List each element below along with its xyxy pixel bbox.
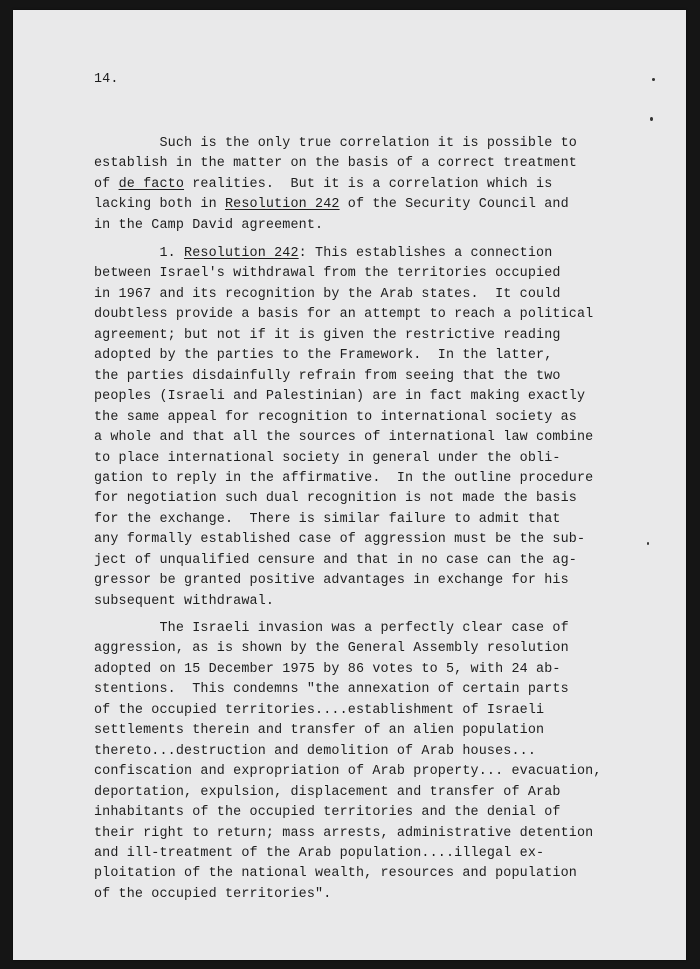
text-line: lacking both in Resolution 242 of the Security Council and [94, 197, 569, 213]
text-line: The Israeli invasion was a perfectly clear case of [94, 621, 569, 636]
text-line: any formally established case of aggression must be the sub- [94, 532, 586, 548]
text-line: of the occupied territories....establishment of Israeli [94, 702, 545, 718]
document-page [13, 10, 686, 960]
text-line: establish in the matter on the basis of a correct treatment [94, 156, 577, 172]
paper-speck [652, 78, 655, 81]
text-line: between Israel's withdrawal from the territories occupied [94, 266, 561, 282]
text-line: gation to reply in the affirmative. In the outline procedure [94, 470, 594, 486]
text-line: and ill-treatment of the Arab population....illegal ex- [94, 845, 545, 861]
text-line: agreement; but not if it is given the restrictive reading [94, 327, 561, 343]
text-line: doubtless provide a basis for an attempt to reach a political [94, 307, 594, 323]
paper-speck [650, 117, 653, 121]
text-line: ject of unqualified censure and that in no case can the ag- [94, 552, 577, 568]
text-line: their right to return; mass arrests, administrative detention [94, 825, 594, 841]
text-line: adopted on 15 December 1975 by 86 votes to 5, with 24 ab- [94, 661, 561, 677]
text-line: of de facto realities. But it is a correlation which is [94, 176, 553, 192]
paper-speck [647, 542, 649, 545]
text-line: subsequent withdrawal. [94, 593, 275, 609]
text-line: for the exchange. There is similar failure to admit that [94, 511, 561, 527]
text-line: gressor be granted positive advantages in exchange for his [94, 573, 569, 589]
text-line: peoples (Israeli and Palestinian) are in fact making exactly [94, 389, 586, 405]
text-line: in the Camp David agreement. [94, 217, 324, 233]
text-line: the same appeal for recognition to international society as [94, 409, 577, 425]
text-line: Such is the only true correlation it is possible to [94, 136, 577, 151]
text-line: ploitation of the national wealth, resources and population [94, 866, 577, 882]
text-line: settlements therein and transfer of an alien population [94, 723, 545, 739]
text-line: adopted by the parties to the Framework. In the latter, [94, 348, 553, 364]
text-line: a whole and that all the sources of international law combine [94, 430, 594, 446]
page-number: 14. [94, 72, 119, 87]
text-line: in 1967 and its recognition by the Arab states. It could [94, 286, 561, 302]
text-line: aggression, as is shown by the General Assembly resolution [94, 641, 569, 657]
text-line: to place international society in general under the obli- [94, 450, 561, 466]
text-line: confiscation and expropriation of Arab property... evacuation, [94, 764, 602, 780]
text-line: deportation, expulsion, displacement and transfer of Arab [94, 784, 561, 800]
text-line: stentions. This condemns "the annexation of certain parts [94, 682, 569, 698]
text-line: thereto...destruction and demolition of Arab houses... [94, 743, 537, 759]
text-line: 1. Resolution 242: This establishes a connection [94, 246, 553, 261]
text-line: of the occupied territories". [94, 886, 332, 902]
text-line: for negotiation such dual recognition is not made the basis [94, 491, 577, 507]
text-line: the parties disdainfully refrain from seeing that the two [94, 368, 561, 384]
text-line: inhabitants of the occupied territories and the denial of [94, 805, 561, 821]
